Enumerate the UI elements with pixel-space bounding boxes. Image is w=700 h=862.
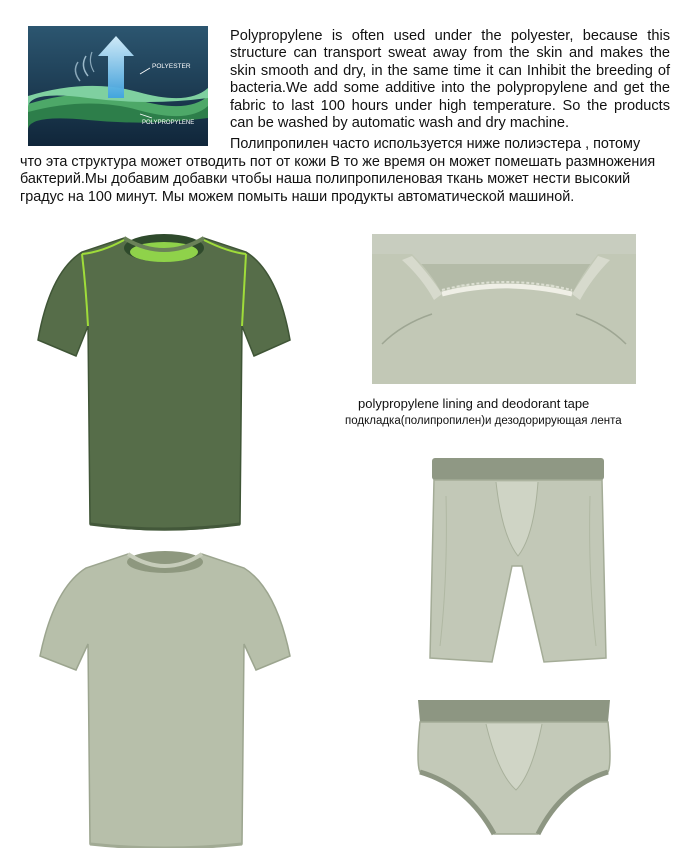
intro-russian-first-line: Полипропилен часто используется ниже полиэстера , потому	[230, 136, 641, 152]
fabric-layer-diagram	[28, 26, 208, 146]
polyester-label: POLYESTER	[152, 63, 191, 70]
intro-russian-paragraph	[20, 136, 672, 206]
intro-english-paragraph: Polypropylene is often used under the polyester, because this structure can transport sweat away from the skin and makes the skin smooth and dry, in the same time it can Inhibit the breeding of bacteria.We add some additive into the polypropylene and get the fabric to last 100 hours under high temperature. So the products can be washed by automatic wash and dry machine.	[230, 28, 670, 132]
lining-caption-russian: подкладка(полипропилен)и дезодорирующая лента	[345, 415, 622, 427]
lining-caption-english: polypropylene lining and deodorant tape	[358, 396, 590, 411]
dark-green-tshirt-photo	[32, 228, 297, 533]
briefs-photo	[412, 694, 616, 846]
light-sage-tshirt-photo	[34, 548, 296, 848]
boxer-briefs-photo	[426, 456, 610, 666]
polypropylene-label: POLYPROPYLENE	[142, 120, 195, 126]
lining-closeup-photo	[372, 234, 636, 384]
intro-russian-rest: что эта структура может отводить пот от кожи В то же время он может помешать размножения бактерий.Мы добавим добавки чтобы наша полипропиленовая ткань может нести высокий градус на 100 минут. Мы можем помыть наши продукты автоматической машиной.	[20, 153, 656, 205]
